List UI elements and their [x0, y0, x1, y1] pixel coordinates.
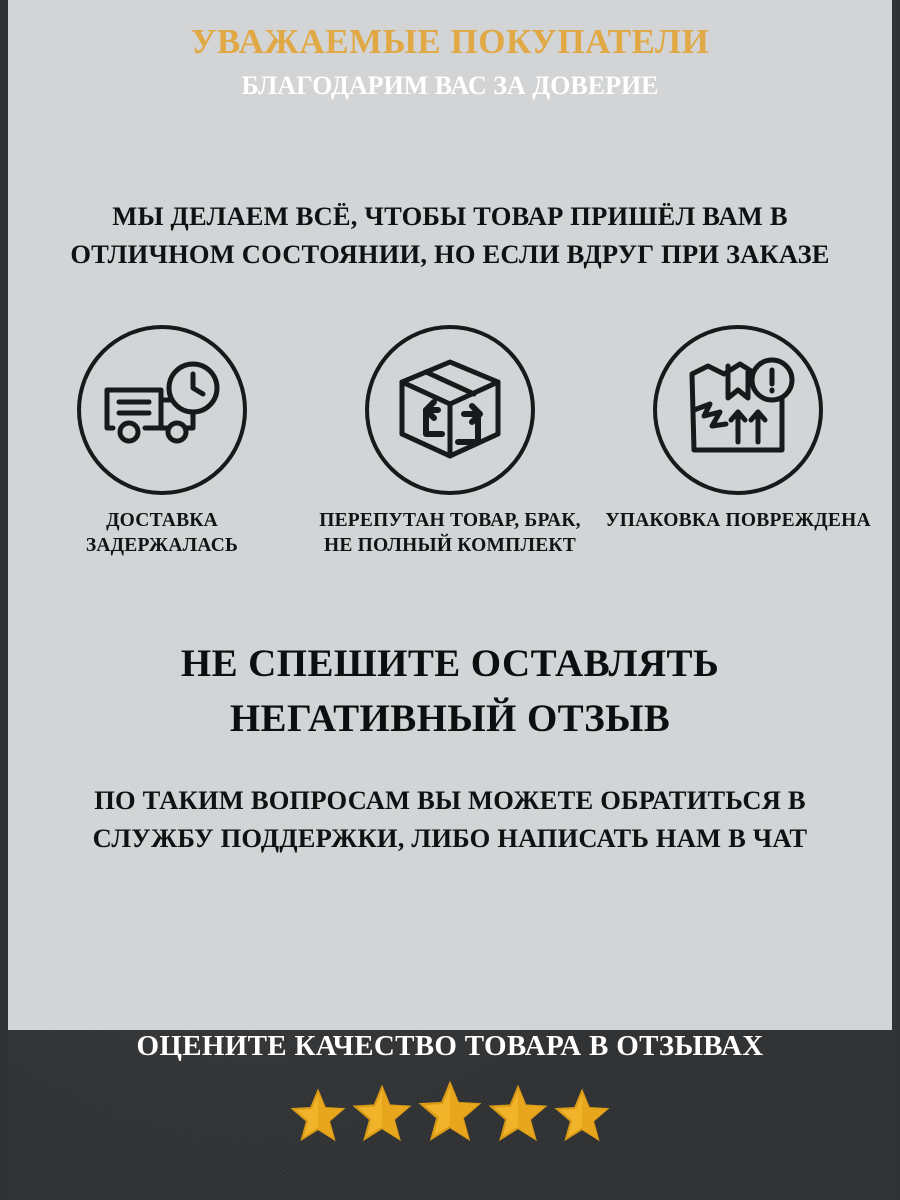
issue-caption: ДОСТАВКА ЗАДЕРЖАЛАСЬ: [85, 510, 239, 556]
headline-text: НЕ СПЕШИТЕ ОСТАВЛЯТЬ НЕГАТИВНЫЙ ОТЗЫВ: [180, 642, 720, 741]
right-edge-border: [892, 0, 900, 1200]
issue-caption: УПАКОВКА ПОВРЕЖДЕНА: [605, 510, 871, 531]
star-icon: [418, 1080, 482, 1142]
intro-text: МЫ ДЕЛАЕМ ВСЁ, ЧТОБЫ ТОВАР ПРИШЁЛ ВАМ В ОТЛИЧНОМ СОСТОЯНИИ, НО ЕСЛИ ВДРУГ ПРИ ЗАКАЗЕ: [70, 201, 830, 269]
star-icon: [290, 1088, 346, 1142]
delivery-truck-clock-icon: [77, 325, 247, 495]
light-panel-bottom: [6, 700, 894, 1020]
header: [0, 22, 900, 101]
issue-item-delivery-delayed: [28, 325, 296, 559]
header-subtitle: БЛАГОДАРИМ ВАС ЗА ДОВЕРИЕ: [241, 71, 659, 101]
issue-icons-row: [28, 325, 872, 559]
header-title: УВАЖАЕМЫЕ ПОКУПАТЕЛИ: [190, 22, 710, 61]
damaged-package-icon: [653, 325, 823, 495]
star-rating: [0, 1080, 900, 1142]
star-icon: [554, 1088, 610, 1142]
support-note-text: ПО ТАКИМ ВОПРОСАМ ВЫ МОЖЕТЕ ОБРАТИТЬСЯ В СЛУЖБУ ПОДДЕРЖКИ, ЛИБО НАПИСАТЬ НАМ В ЧАТ: [92, 785, 808, 853]
footer-title: ОЦЕНИТЕ КАЧЕСТВО ТОВАРА В ОТЗЫВАХ: [136, 1030, 764, 1062]
issue-item-wrong-or-defective: [316, 325, 584, 559]
box-return-arrow-icon: [365, 325, 535, 495]
footer: [0, 1028, 900, 1142]
issue-item-damaged-package: [604, 325, 872, 534]
star-icon: [488, 1084, 548, 1142]
left-edge-border: [0, 0, 8, 1200]
issue-caption: ПЕРЕПУТАН ТОВАР, БРАК, НЕ ПОЛНЫЙ КОМПЛЕКТ: [319, 510, 581, 556]
star-icon: [352, 1084, 412, 1142]
